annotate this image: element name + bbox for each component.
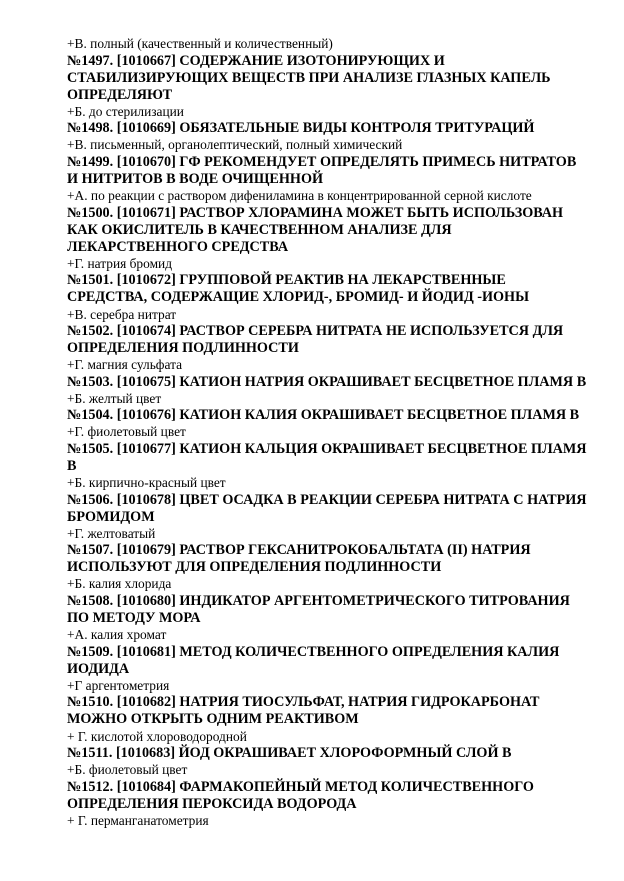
answer-line: +Б. калия хлорида: [67, 576, 172, 592]
question-line: №1506. [1010678] ЦВЕТ ОСАДКА В РЕАКЦИИ СЕРЕБРА НИТРАТА С НАТРИЯ БРОМИДОМ: [67, 491, 587, 525]
question-line: №1512. [1010684] ФАРМАКОПЕЙНЫЙ МЕТОД КОЛИЧЕСТВЕННОГО ОПРЕДЕЛЕНИЯ ПЕРОКСИДА ВОДОРОДА: [67, 778, 534, 812]
answer-line: +Г аргентометрия: [67, 677, 170, 693]
question-line: №1498. [1010669] ОБЯЗАТЕЛЬНЫЕ ВИДЫ КОНТРОЛЯ ТРИТУРАЦИЙ: [67, 120, 535, 137]
document-page: [67, 36, 587, 829]
answer-line: +Б. фиолетовый цвет: [67, 762, 188, 778]
question-line: №1504. [1010676] КАТИОН КАЛИЯ ОКРАШИВАЕТ БЕСЦВЕТНОЕ ПЛАМЯ В: [67, 407, 580, 424]
question-line: №1508. [1010680] ИНДИКАТОР АРГЕНТОМЕТРИЧЕСКОГО ТИТРОВАНИЯ ПО МЕТОДУ МОРА: [67, 592, 570, 627]
question-line: №1511. [1010683] ЙОД ОКРАШИВАЕТ ХЛОРОФОРМНЫЙ СЛОЙ В: [67, 745, 512, 762]
answer-line: +В. письменный, органолептический, полный химический: [67, 137, 403, 153]
answer-line: +А. по реакции с раствором дифениламина в концентрированной серной кислоте: [67, 188, 532, 204]
answer-line: +Б. желтый цвет: [67, 390, 162, 406]
question-line: №1497. [1010667] СОДЕРЖАНИЕ ИЗОТОНИРУЮЩИХ И СТАБИЛИЗИРУЮЩИХ ВЕЩЕСТВ ПРИ АНАЛИЗЕ ГЛАЗНЫХ КАПЕЛЬ ОПРЕДЕЛЯЮТ: [67, 52, 551, 103]
question-line: №1503. [1010675] КАТИОН НАТРИЯ ОКРАШИВАЕТ БЕСЦВЕТНОЕ ПЛАМЯ В: [67, 373, 587, 390]
answer-line: +В. серебра нитрат: [67, 306, 177, 322]
answer-line: +Г. желтоватый: [67, 525, 156, 541]
question-line: №1502. [1010674] РАСТВОР СЕРЕБРА НИТРАТА НЕ ИСПОЛЬЗУЕТСЯ ДЛЯ ОПРЕДЕЛЕНИЯ ПОДЛИННОСТИ: [67, 323, 564, 357]
question-line: №1499. [1010670] ГФ РЕКОМЕНДУЕТ ОПРЕДЕЛЯТЬ ПРИМЕСЬ НИТРАТОВ И НИТРИТОВ В ВОДЕ ОЧИЩЕННОЙ: [67, 153, 577, 187]
answer-line: +Б. до стерилизации: [67, 103, 184, 119]
answer-line: +А. калия хромат: [67, 627, 167, 643]
question-line: №1500. [1010671] РАСТВОР ХЛОРАМИНА МОЖЕТ БЫТЬ ИСПОЛЬЗОВАН КАК ОКИСЛИТЕЛЬ В КАЧЕСТВЕННОМ АНАЛИЗЕ ДЛЯ ЛЕКАРСТВЕННОГО СРЕДСТВА: [67, 204, 564, 255]
answer-line: +Б. кирпично-красный цвет: [67, 475, 226, 491]
answer-line: +Г. магния сульфата: [67, 357, 183, 373]
question-line: №1501. [1010672] ГРУППОВОЙ РЕАКТИВ НА ЛЕКАРСТВЕННЫЕ СРЕДСТВА, СОДЕРЖАЩИЕ ХЛОРИД-, БРОМИД- И ЙОДИД -ИОНЫ: [67, 272, 530, 306]
question-line: №1505. [1010677] КАТИОН КАЛЬЦИЯ ОКРАШИВАЕТ БЕСЦВЕТНОЕ ПЛАМЯ В: [67, 440, 587, 474]
answer-line: + Г. кислотой хлороводородной: [67, 728, 247, 744]
question-line: №1507. [1010679] РАСТВОР ГЕКСАНИТРОКОБАЛЬТАТА (II) НАТРИЯ ИСПОЛЬЗУЮТ ДЛЯ ОПРЕДЕЛЕНИЯ ПОДЛИННОСТИ: [67, 542, 531, 576]
answer-line: +Г. фиолетовый цвет: [67, 424, 186, 440]
answer-line: +В. полный (качественный и количественный): [67, 36, 333, 51]
question-line: №1510. [1010682] НАТРИЯ ТИОСУЛЬФАТ, НАТРИЯ ГИДРОКАРБОНАТ МОЖНО ОТКРЫТЬ ОДНИМ РЕАКТИВОМ: [67, 694, 540, 728]
answer-line: + Г. перманганатометрия: [67, 812, 209, 828]
question-line: №1509. [1010681] МЕТОД КОЛИЧЕСТВЕННОГО ОПРЕДЕЛЕНИЯ КАЛИЯ ИОДИДА: [67, 643, 560, 677]
answer-line: +Г. натрия бромид: [67, 255, 173, 271]
